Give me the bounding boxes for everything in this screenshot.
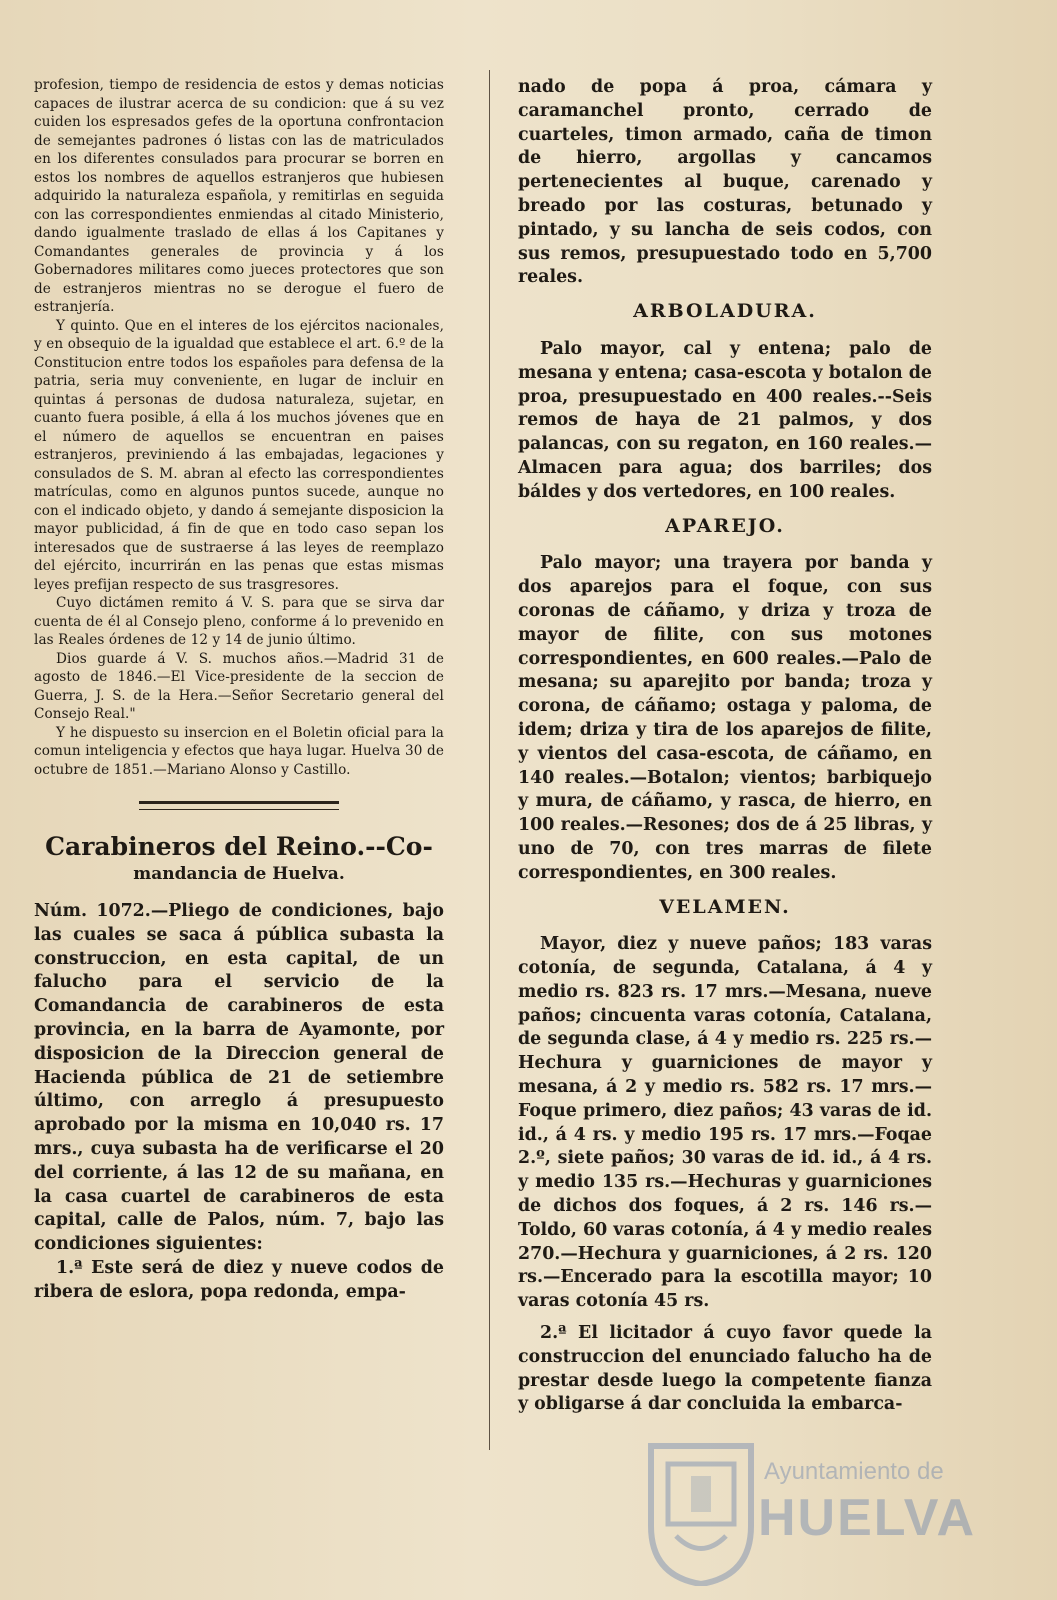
paragraph: profesion, tiempo de residencia de estos y demas noticias capaces de ilustrar acerca de su condicion: que á su vez cuiden los espresados gefes de la oportuna confrontacion de semejantes padrones ó listas con las de matriculados en los diferentes consulados para procurar se borren en estos los nombres de aquellos estranjeros que hubiesen adquirido la naturaleza española, y remitirlas en seguida con las correspondientes enmiendas al citado Ministerio, dando igualmente traslado de ellas á los Capitanes y Comandantes generales de provincia y á los Gobernadores militares como jueces protectores que son de estranjeros mientras no se derogue el fuero de estranjería. [34, 77, 444, 315]
left-body-text [34, 76, 444, 779]
section-subtitle: mandancia de Huelva. [133, 864, 345, 884]
column-separator [489, 70, 490, 1450]
paragraph: 1.ª Este será de diez y nueve codos de ribera de eslora, popa redonda, empa- [34, 1257, 444, 1302]
paragraph: Palo mayor, cal y entena; palo de mesana y entena; casa-escota y botalon de proa, presupuestado en 400 reales.--Seis remos de haya de 21 palmos, y dos palancas, con su regaton, en 160 reales.—Almacen para agua; dos barriles; dos báldes y dos vertedores, en 100 reales. [518, 338, 932, 502]
paragraph: Palo mayor; una trayera por banda y dos aparejos para el foque, con sus coronas de cáñamo, y driza y troza de mayor de filite, con sus motones correspondientes, en 600 reales.—Palo de mesana; su aparejito por banda; troza y corona, de cáñamo; ostaga y paloma, de idem; driza y tira de los aparejos de filite, y vientos del casa-escota, de cáñamo, en 140 reales.—Botalon; vientos; barbiquejo y mura, de cáñamo, y rasca, de hierro, en 100 reales.—Resones; dos de á 25 libras, y uno de 70, con tres marras de filete correspondientes, en 300 reales. [518, 553, 932, 883]
section-heading-aparejo: APAREJO. [665, 514, 785, 537]
left-column [34, 76, 444, 1305]
paragraph: Mayor, diez y nueve paños; 183 varas cotonía, de segunda, Catalana, á 4 y medio rs. 823 rs. 17 mrs.—Mesana, nueve paños; cincuenta varas cotonía, Catalana, de segunda clase, á 4 y medio rs. 225 rs.—Hechura y guarniciones de mayor y mesana, á 2 y medio rs. 582 rs. 17 mrs.—Foque primero, diez paños; 43 varas de id. id., á 4 rs. y medio 195 rs. 17 mrs.—Foqae 2.º, siete paños; 30 varas de id. id., á 4 rs. y medio 135 rs.—Hechuras y guarniciones de dichos dos foques, á 2 rs. 146 rs.—Toldo, 60 varas cotonía, á 4 y medio reales 270.—Hechura y guarniciones, á 2 rs. 120 rs.—Encerado para la escotilla mayor; 10 varas cotonía 45 rs. [518, 934, 932, 1312]
notice-text [34, 900, 444, 1305]
paragraph: Y quinto. Que en el interes de los ejércitos nacionales, y en obsequio de la igualdad que establece el art. 6.º de la Constitucion entre todos los españoles para defensa de la patria, seria muy conveniente, en lugar de incluir en quintas á personas de dudosa naturaleza, sujetar, en cuanto fuera posible, á ella á los muchos jóvenes que en el número de aquellos se encuentran en paises estranjeros, previniendo á las embajadas, legaciones y consulados de S. M. abran al efecto las correspondientes matrículas, como en algunos puntos sucede, aunque no con el indicado objeto, y dando á semejante disposicion la mayor publicidad, á fin de que en todo caso sepan los interesados que de sustraerse á las leyes de reemplazo del ejército, incurrirán en las penas que estas mismas leyes prefijan respecto de sus trasgresores. [34, 317, 444, 593]
coat-of-arms-icon [646, 1436, 756, 1586]
section-heading-velamen: VELAMEN. [659, 895, 791, 918]
watermark-line1: Ayuntamiento de [764, 1458, 944, 1485]
paragraph: Y he dispuesto su insercion en el Boletin oficial para la comun inteligencia y efectos que haya lugar. Huelva 30 de octubre de 1851.—Mariano Alonso y Castillo. [34, 724, 444, 778]
section-title: Carabineros del Reino.--Co- [45, 832, 433, 861]
paragraph: Núm. 1072.—Pliego de condiciones, bajo las cuales se saca á pública subasta la construccion, en esta capital, de un falucho para el servicio de la Comandancia de carabineros de esta provincia, en la barra de Ayamonte, por disposicion de la Direccion general de Hacienda pública de 21 de setiembre último, con arreglo á presupuesto aprobado por la misma en 10,040 rs. 17 mrs., cuya subasta ha de verificarse el 20 del corriente, á las 12 de su mañana, en la casa cuartel de carabineros de esta capital, calle de Palos, núm. 7, bajo las condiciones siguientes: [34, 901, 444, 1255]
watermark [646, 1436, 986, 1596]
paragraph: Cuyo dictámen remito á V. S. para que se sirva dar cuenta de él al Consejo pleno, conforme á lo prevenido en las Reales órdenes de 12 y 14 de junio último. [34, 595, 444, 648]
watermark-line2: HUELVA [758, 1489, 977, 1547]
section-heading-arboladura: ARBOLADURA. [633, 300, 817, 323]
section-divider [139, 801, 339, 810]
right-body-text [518, 76, 932, 1417]
right-column [518, 76, 932, 1417]
paragraph: 2.ª El licitador á cuyo favor quede la construccion del enunciado falucho ha de prestar desde luego la competente fianza y obligarse á dar concluida la embarca- [518, 1323, 932, 1415]
paragraph: nado de popa á proa, cámara y caramanchel pronto, cerrado de cuarteles, timon armado, caña de timon de hierro, argollas y cancamos pertenecientes al buque, carenado y breado por las costuras, betunado y pintado, y su lancha de seis codos, con sus remos, presupuestado todo en 5,700 reales. [518, 77, 932, 288]
paragraph: Dios guarde á V. S. muchos años.—Madrid 31 de agosto de 1846.—El Vice-presidente de la seccion de Guerra, J. S. de la Hera.—Señor Secretario general del Consejo Real." [34, 650, 444, 722]
